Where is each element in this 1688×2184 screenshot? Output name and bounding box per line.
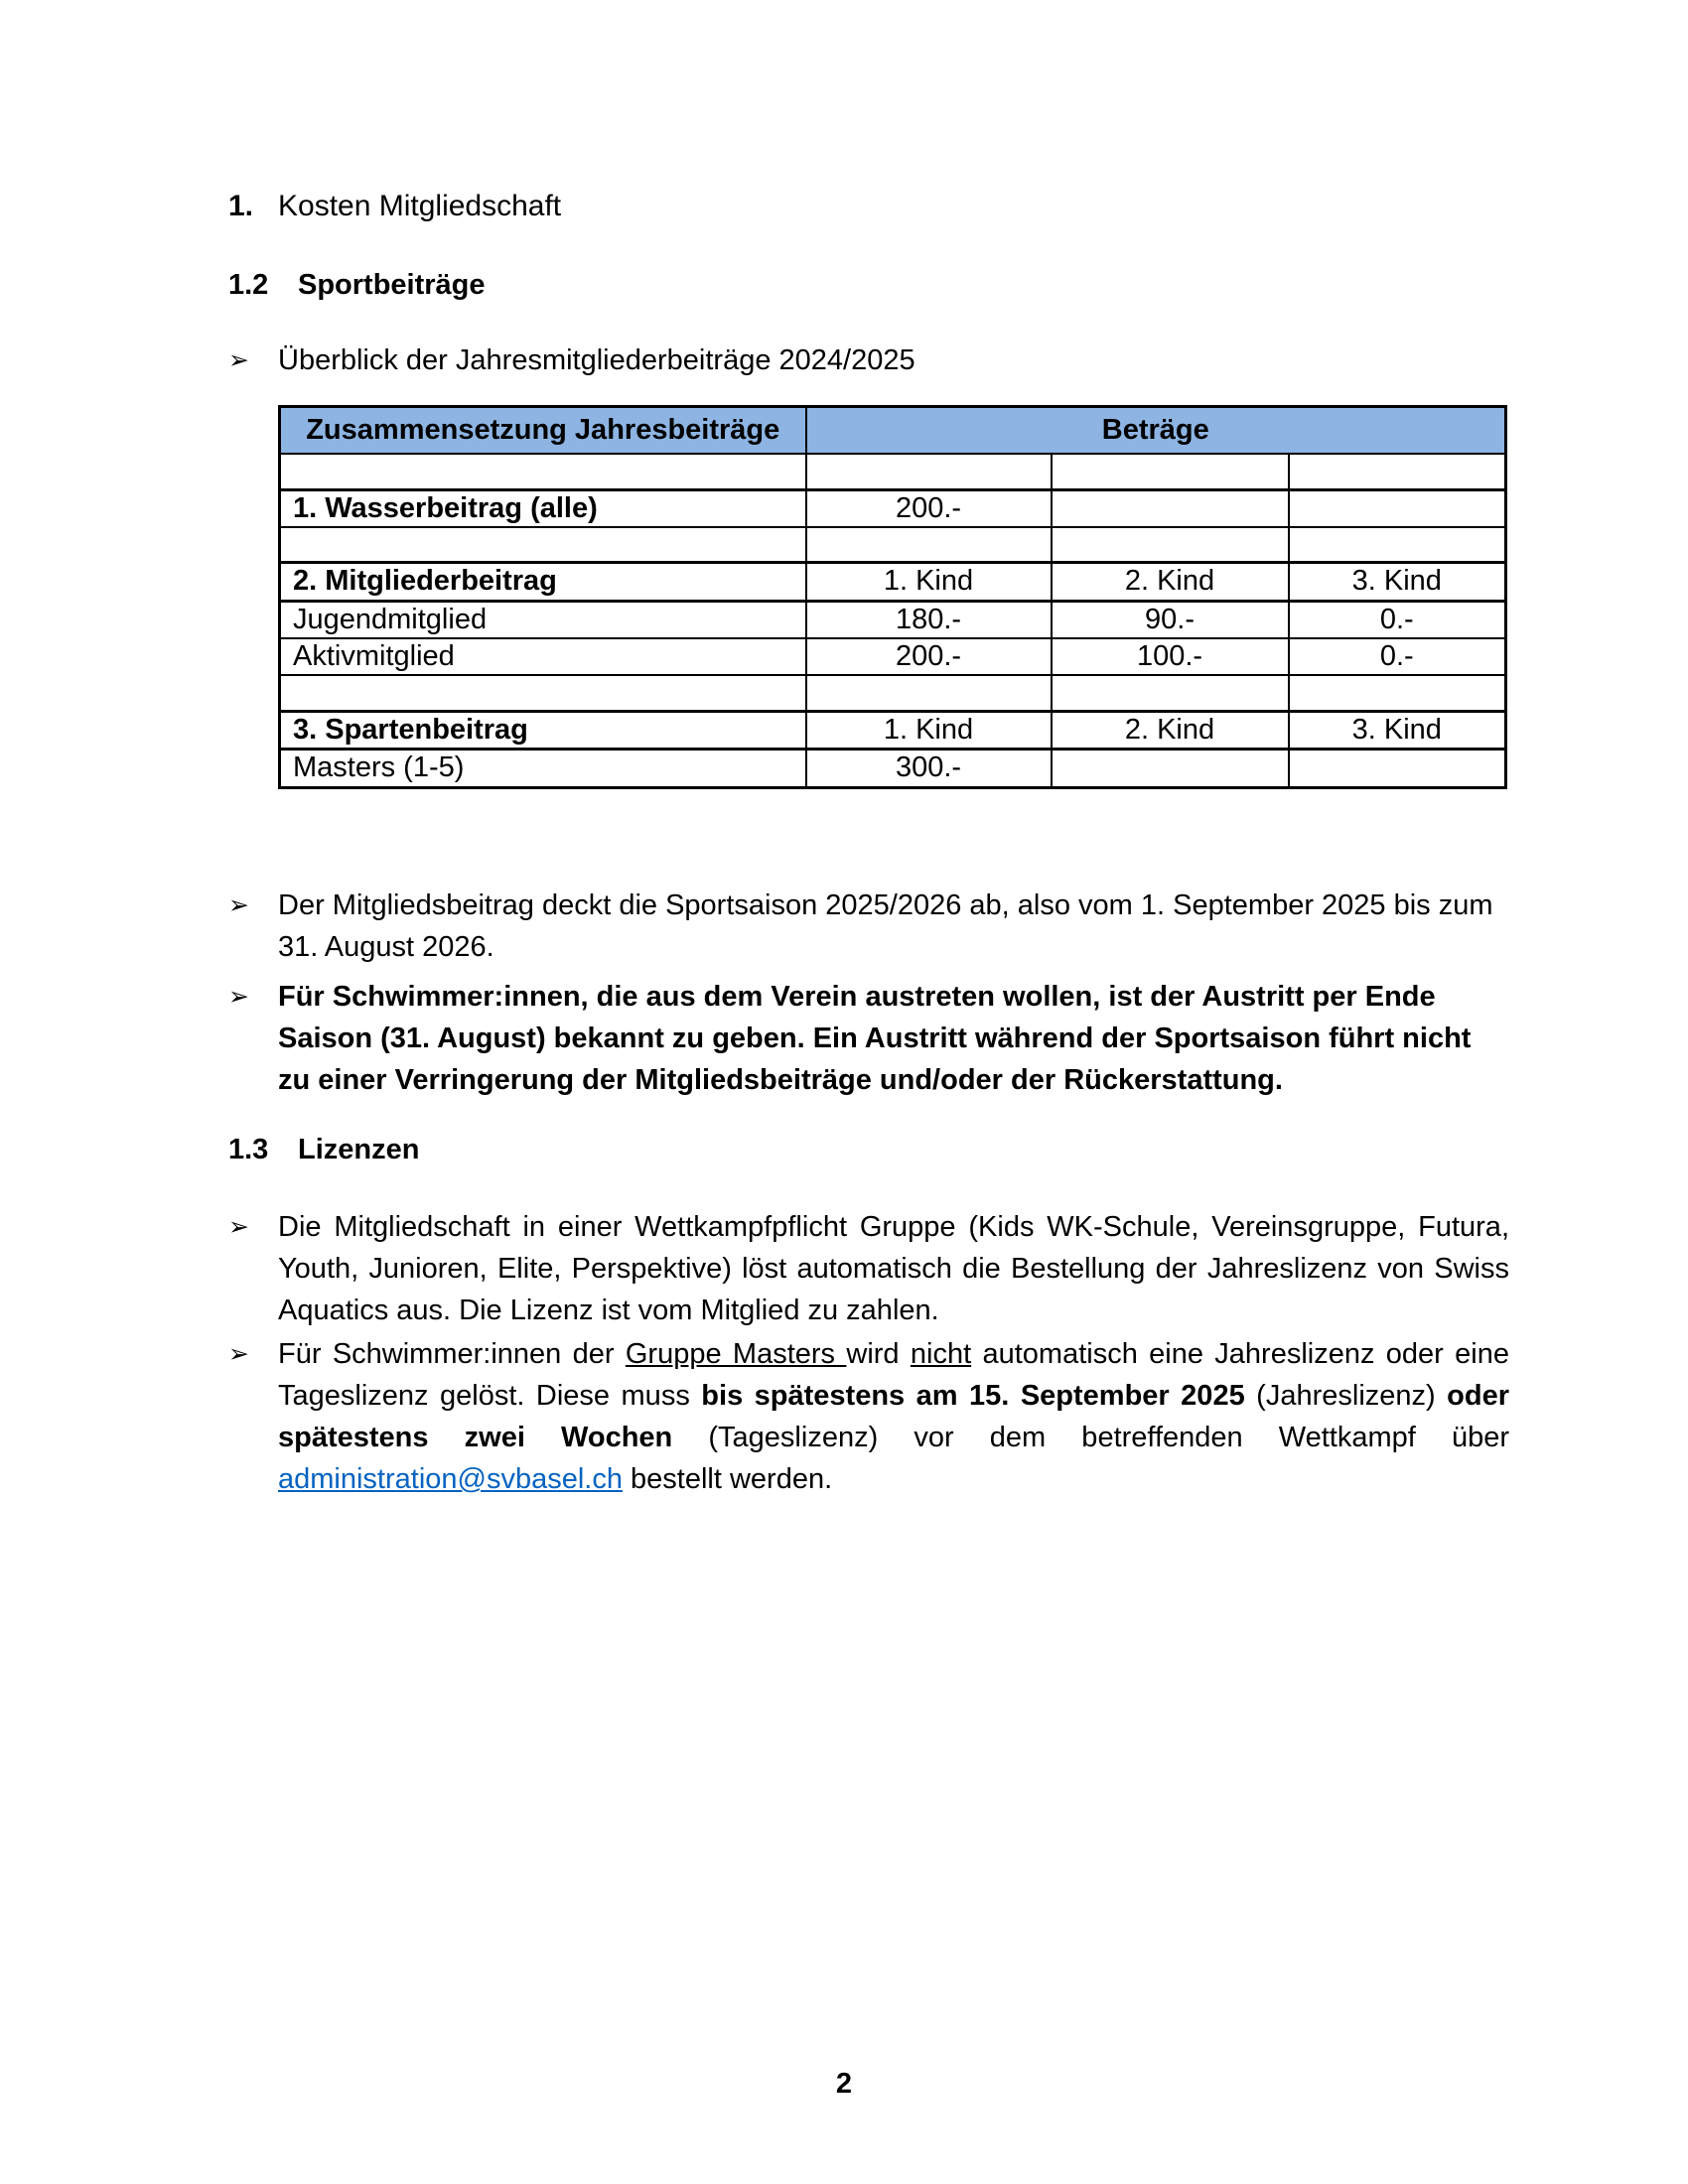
table-cell: 1. Kind <box>806 711 1052 749</box>
table-cell: 1. Kind <box>806 563 1052 601</box>
table-cell <box>1052 675 1289 711</box>
table-row-jugendmitglied <box>280 601 1506 638</box>
table-cell <box>280 454 806 489</box>
bullet-text: Überblick der Jahresmitgliederbeiträge 2024/2025 <box>278 343 915 376</box>
arrow-bullet-icon: ➢ <box>228 1212 249 1241</box>
table-row-masters <box>280 750 1506 787</box>
table-row-empty <box>280 454 1506 489</box>
section-heading-kosten <box>228 185 1509 228</box>
text-run: Für Schwimmer:innen der <box>278 1338 626 1371</box>
table-cell <box>1289 489 1506 527</box>
table-cell <box>1052 489 1289 527</box>
bullet-season <box>228 885 1509 968</box>
bullet-overview <box>228 340 1509 381</box>
table-cell: Jugendmitglied <box>280 601 806 638</box>
table-cell <box>806 527 1052 563</box>
table-cell: 2. Kind <box>1052 711 1289 749</box>
arrow-bullet-icon: ➢ <box>228 1340 249 1369</box>
bullet-text <box>278 1333 1509 1500</box>
text-run: (Tageslizenz) vor dem betreffenden Wettkampf über <box>672 1422 1509 1454</box>
text-run: automatisch eine Jahreslizenz oder eine Tageslizenz gelöst. Diese muss <box>278 1338 1509 1413</box>
table-row-wasserbeitrag <box>280 489 1506 527</box>
table-cell <box>1289 527 1506 563</box>
table-cell <box>1052 454 1289 489</box>
heading-title: Kosten Mitgliedschaft <box>278 190 562 222</box>
bullet-text: Die Mitgliedschaft in einer Wettkampfpflicht Gruppe (Kids WK-Schule, Vereinsgruppe, Futura, Youth, Junioren, Elite, Perspektive) löst automatisch die Bestellung der Jahreslizenz von Swiss Aquatics aus. Die Lizenz ist vom Mitglied zu zahlen. <box>278 1210 1509 1327</box>
table-cell <box>1289 675 1506 711</box>
table-cell: 100.- <box>1052 638 1289 675</box>
text-run-bold: oder spätestens zwei Wochen <box>278 1380 1509 1454</box>
table-cell <box>1052 750 1289 787</box>
heading-number: 1.3 <box>228 1133 269 1165</box>
table-row-aktivmitglied <box>280 638 1506 675</box>
table-cell: 200.- <box>806 638 1052 675</box>
text-run-underlined: Gruppe Masters <box>625 1338 847 1371</box>
section-heading-sportbeitraege <box>228 264 1509 306</box>
fee-table <box>278 405 1507 789</box>
bullet-text: Für Schwimmer:innen, die aus dem Verein austreten wollen, ist der Austritt per Ende Saison (31. August) bekannt zu geben. Ein Austritt während der Sportsaison führt nicht zu einer Verringerung der Mitgliedsbeiträge und/oder der Rückerstattung. <box>278 980 1472 1096</box>
table-cell <box>1289 750 1506 787</box>
table-cell: 3. Spartenbeitrag <box>280 711 806 749</box>
table-header-composition: Zusammensetzung Jahresbeiträge <box>280 406 806 454</box>
arrow-bullet-icon: ➢ <box>228 345 249 374</box>
table-cell: Masters (1-5) <box>280 750 806 787</box>
table-cell: 3. Kind <box>1289 563 1506 601</box>
section-heading-lizenzen <box>228 1129 1509 1170</box>
table-row-spartenbeitrag <box>280 711 1506 749</box>
table-cell <box>1289 454 1506 489</box>
table-row-empty <box>280 675 1506 711</box>
table-cell: 180.- <box>806 601 1052 638</box>
table-cell <box>806 454 1052 489</box>
table-row-empty <box>280 527 1506 563</box>
text-run: (Jahreslizenz) <box>1244 1380 1448 1413</box>
heading-title: Lizenzen <box>298 1133 420 1165</box>
table-cell: Aktivmitglied <box>280 638 806 675</box>
table-cell: 90.- <box>1052 601 1289 638</box>
text-run-underlined: nicht <box>910 1338 972 1371</box>
bullet-text: Der Mitgliedsbeitrag deckt die Sportsaison 2025/2026 ab, also vom 1. September 2025 bis zum 31. August 2026. <box>278 888 1493 963</box>
table-cell: 0.- <box>1289 638 1506 675</box>
text-run-bold: bis spätestens am 15. September 2025 <box>701 1380 1245 1413</box>
table-header-amounts: Beträge <box>806 406 1506 454</box>
table-cell <box>280 527 806 563</box>
table-cell: 2. Mitgliederbeitrag <box>280 563 806 601</box>
text-run: wird <box>846 1338 911 1371</box>
bullet-license-group <box>228 1206 1509 1331</box>
table-cell <box>1052 527 1289 563</box>
table-cell: 3. Kind <box>1289 711 1506 749</box>
heading-number: 1. <box>228 190 254 222</box>
table-cell <box>806 675 1052 711</box>
table-cell: 0.- <box>1289 601 1506 638</box>
arrow-bullet-icon: ➢ <box>228 982 249 1011</box>
table-cell <box>280 675 806 711</box>
heading-number: 1.2 <box>228 268 269 301</box>
email-link[interactable]: administration@svbasel.ch <box>278 1463 623 1496</box>
table-cell: 300.- <box>806 750 1052 787</box>
bullet-masters-license <box>228 1333 1509 1500</box>
table-cell: 200.- <box>806 489 1052 527</box>
arrow-bullet-icon: ➢ <box>228 890 249 919</box>
table-row-mitgliederbeitrag <box>280 563 1506 601</box>
heading-title: Sportbeiträge <box>298 268 486 301</box>
bullet-exit <box>228 976 1509 1101</box>
page-number: 2 <box>835 2068 853 2100</box>
text-run: bestellt werden. <box>622 1463 833 1496</box>
table-cell: 2. Kind <box>1052 563 1289 601</box>
table-header-row <box>280 406 1506 454</box>
table-cell: 1. Wasserbeitrag (alle) <box>280 489 806 527</box>
